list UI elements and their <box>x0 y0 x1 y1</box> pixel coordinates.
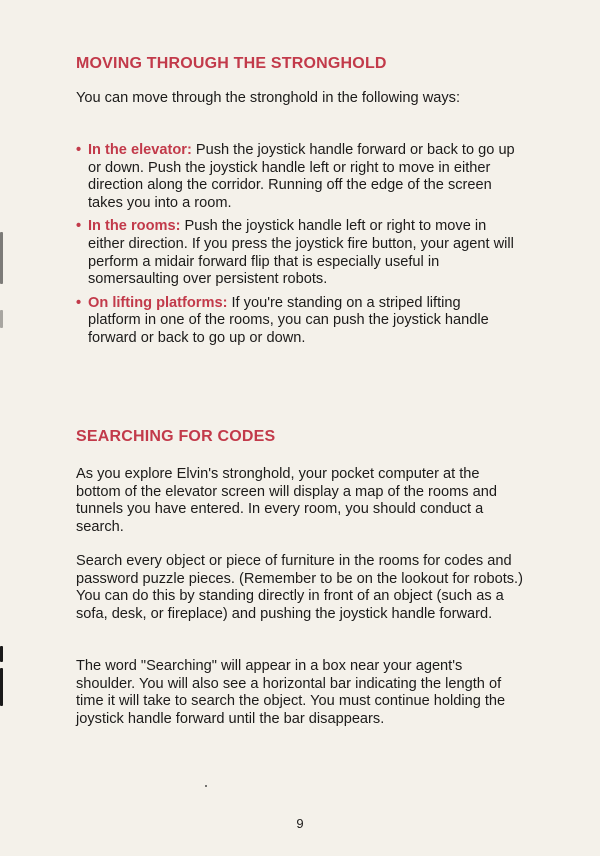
print-speck <box>205 785 207 787</box>
section-heading-searching: SEARCHING FOR CODES <box>76 428 276 445</box>
term-rooms: In the rooms: <box>88 218 181 235</box>
binding-mark <box>0 232 3 284</box>
movement-list <box>76 142 516 354</box>
list-item-elevator <box>76 142 516 212</box>
intro-paragraph: You can move through the stronghold in the following ways: <box>76 90 461 106</box>
text-elevator: Push the joystick handle forward or back to go up or down. Push the joystick handle left or right to move in either direction along the corridor. Running off the edge of the screen takes you into a room. <box>88 142 515 211</box>
page-number: 9 <box>296 816 304 831</box>
list-item-platforms <box>76 295 516 348</box>
term-elevator: In the elevator: <box>88 142 192 158</box>
binding-mark <box>0 646 3 662</box>
list-item-rooms <box>76 218 516 288</box>
bullet-icon: • <box>76 294 82 311</box>
bullet-icon: • <box>76 142 82 158</box>
text-platforms: If you're standing on a striped lifting platform in one of the rooms, you can push the joystick handle forward or back to go up or down. <box>88 294 489 346</box>
section-heading-moving: MOVING THROUGH THE STRONGHOLD <box>76 55 387 72</box>
binding-mark <box>0 668 3 706</box>
bullet-icon: • <box>76 218 82 235</box>
text-rooms: Push the joystick handle left or right to move in either direction. If you press the joystick fire button, your agent will perform a midair forward flip that is especially useful in somersaulting over persistent robots. <box>88 218 514 288</box>
search-paragraph-objects: Search every object or piece of furniture in the rooms for codes and password puzzle pieces. (Remember to be on the lookout for robots.) You can do this by standing directly in front of an object (such as a sofa, desk, or fireplace) and pushing the joystick handle forward. <box>76 553 523 622</box>
search-paragraph-map: As you explore Elvin's stronghold, your pocket computer at the bottom of the elevator screen will display a map of the rooms and tunnels you have entered. In every room, you should conduct a search. <box>76 466 498 535</box>
term-platforms: On lifting platforms: <box>88 294 228 311</box>
search-paragraph-bar: The word "Searching" will appear in a box near your agent's shoulder. You will also see a horizontal bar indicating the length of time it will take to search the object. You must continue holding the joystick handle forward until the bar disappears. <box>76 658 506 727</box>
binding-mark <box>0 310 3 328</box>
